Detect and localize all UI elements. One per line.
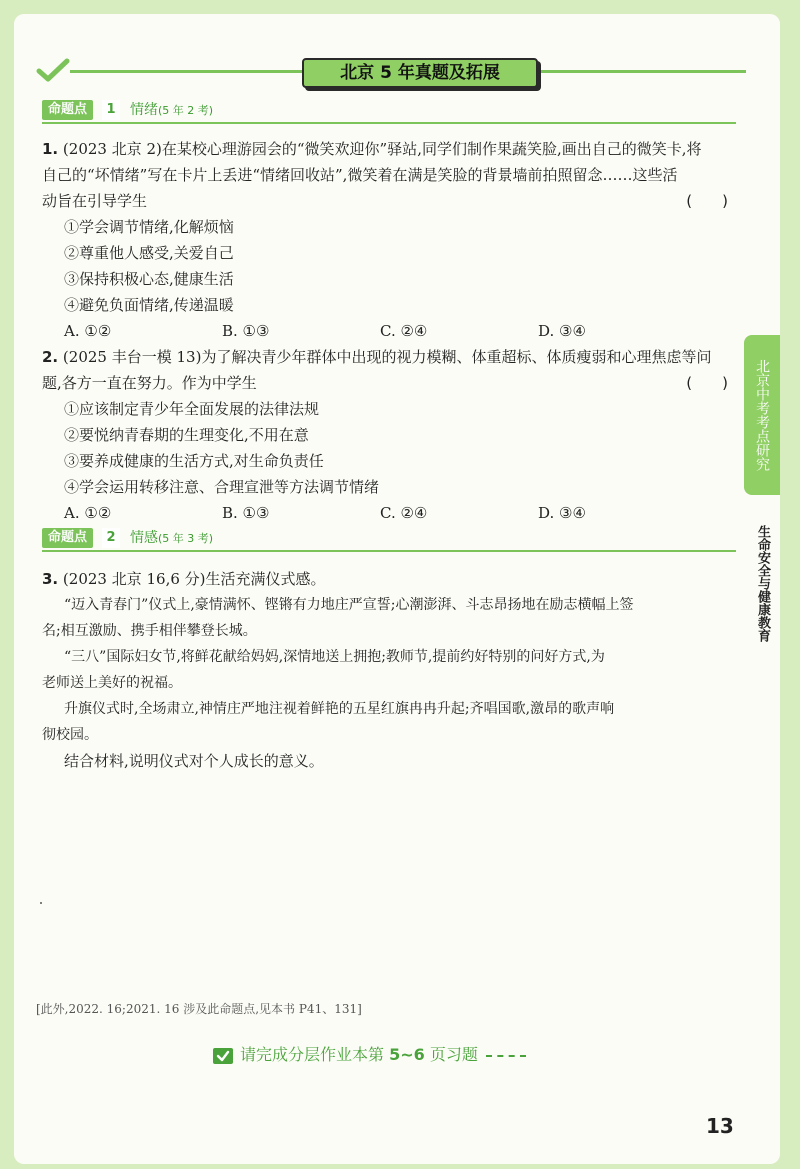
statement-item: ②要悦纳青春期的生理变化,不用在意 [64, 426, 309, 444]
section-tag: 命题点 [42, 100, 93, 120]
section-underline [42, 122, 736, 124]
material-paragraph: 老师送上美好的祝福。 [42, 675, 182, 691]
option-a: A. ①② [64, 504, 112, 522]
material-paragraph: “迈入青春门”仪式上,豪情满怀、铿锵有力地庄严宣誓;心潮澎湃、斗志昂扬地在励志横幅上签 [64, 597, 634, 613]
homework-pages: 5~6 [389, 1045, 425, 1064]
option-c: C. ②④ [380, 322, 428, 340]
option-b: B. ①③ [222, 322, 270, 340]
homework-post: 页习题 [424, 1045, 478, 1064]
homework-dash [486, 1055, 526, 1057]
homework-pre: 请完成分层作业本第 [240, 1045, 390, 1064]
section-heading-1 [42, 100, 736, 124]
statement-item: ④避免负面情绪,传递温暖 [64, 296, 234, 314]
question-stem-2: 题,各方一直在努力。作为中学生 [42, 374, 257, 392]
question-stem-3: 动旨在引导学生 [42, 192, 148, 210]
answer-paren: ( ) [686, 192, 728, 210]
section-note: (5 年 2 考) [158, 104, 214, 117]
material-paragraph: “三八”国际妇女节,将鲜花献给妈妈,深情地送上拥抱;教师节,提前约好特别的问好方式,为 [64, 649, 605, 665]
statement-item: ②尊重他人感受,关爱自己 [64, 244, 234, 262]
material-paragraph: 彻校园。 [42, 727, 98, 743]
statement-item: ③要养成健康的生活方式,对生命负责任 [64, 452, 324, 470]
question-source: (2023 北京 16,6 分) [62, 570, 206, 588]
statement-item: ③保持积极心态,健康生活 [64, 270, 234, 288]
section-title-text: 情感 [130, 530, 158, 546]
question-number: 1. [42, 140, 59, 158]
question-number: 3. [42, 570, 59, 588]
footnote: [此外,2022. 16;2021. 16 涉及此命题点,见本书 P41、131] [36, 1002, 362, 1016]
checkmark-icon [36, 58, 70, 84]
option-b: B. ①③ [222, 504, 270, 522]
page-title: 北京 5 年真题及拓展 [302, 58, 538, 88]
question-2 [42, 344, 742, 526]
section-title [130, 100, 213, 121]
question-stem-1: 在某校心理游园会的“微笑欢迎你”驿站,同学们制作果蔬笑脸,画出自己的微笑卡,将 [161, 140, 702, 158]
section-note: (5 年 3 考) [158, 532, 214, 545]
homework-prompt [212, 1042, 526, 1065]
question-source: (2023 北京 2) [62, 140, 162, 158]
option-a: A. ①② [64, 322, 112, 340]
material-paragraph: 名;相互激励、携手相伴攀登长城。 [42, 623, 257, 639]
question-source: (2025 丰台一模 13) [62, 348, 202, 366]
homework-icon [212, 1047, 234, 1065]
question-ask: 结合材料,说明仪式对个人成长的意义。 [64, 752, 324, 770]
section-number: 2 [102, 528, 120, 548]
option-c: C. ②④ [380, 504, 428, 522]
question-stem-2: 自己的“坏情绪”写在卡片上丢进“情绪回收站”,微笑着在满是笑脸的背景墙前拍照留念……这些活 [42, 166, 678, 184]
statement-item: ①学会调节情绪,化解烦恼 [64, 218, 234, 236]
section-tag: 命题点 [42, 528, 93, 548]
section-number: 1 [102, 100, 120, 120]
section-heading-2 [42, 528, 736, 552]
option-d: D. ③④ [538, 322, 586, 340]
side-tab-chapter: 北京中考考点研究 [744, 335, 780, 495]
header-row [36, 58, 746, 86]
question-stem: 生活充满仪式感。 [205, 570, 326, 588]
answer-paren: ( ) [686, 374, 728, 392]
statement-item: ④学会运用转移注意、合理宣泄等方法调节情绪 [64, 478, 380, 496]
statement-item: ①应该制定青少年全面发展的法律法规 [64, 400, 320, 418]
section-title [130, 528, 213, 549]
options-row [42, 500, 742, 526]
option-d: D. ③④ [538, 504, 586, 522]
side-tab-topic: 生命安全与健康教育 [755, 524, 770, 642]
options-row [42, 318, 742, 344]
question-stem-1: 为了解决青少年群体中出现的视力模糊、体重超标、体质瘦弱和心理焦虑等问 [201, 348, 712, 366]
speck [40, 902, 42, 904]
section-title-text: 情绪 [130, 102, 158, 118]
question-1 [42, 136, 742, 344]
section-underline [42, 550, 736, 552]
question-3 [42, 566, 742, 774]
page-number: 13 [706, 1114, 734, 1138]
material-paragraph: 升旗仪式时,全场肃立,神情庄严地注视着鲜艳的五星红旗冉冉升起;齐唱国歌,激昂的歌声响 [64, 701, 615, 717]
question-number: 2. [42, 348, 59, 366]
